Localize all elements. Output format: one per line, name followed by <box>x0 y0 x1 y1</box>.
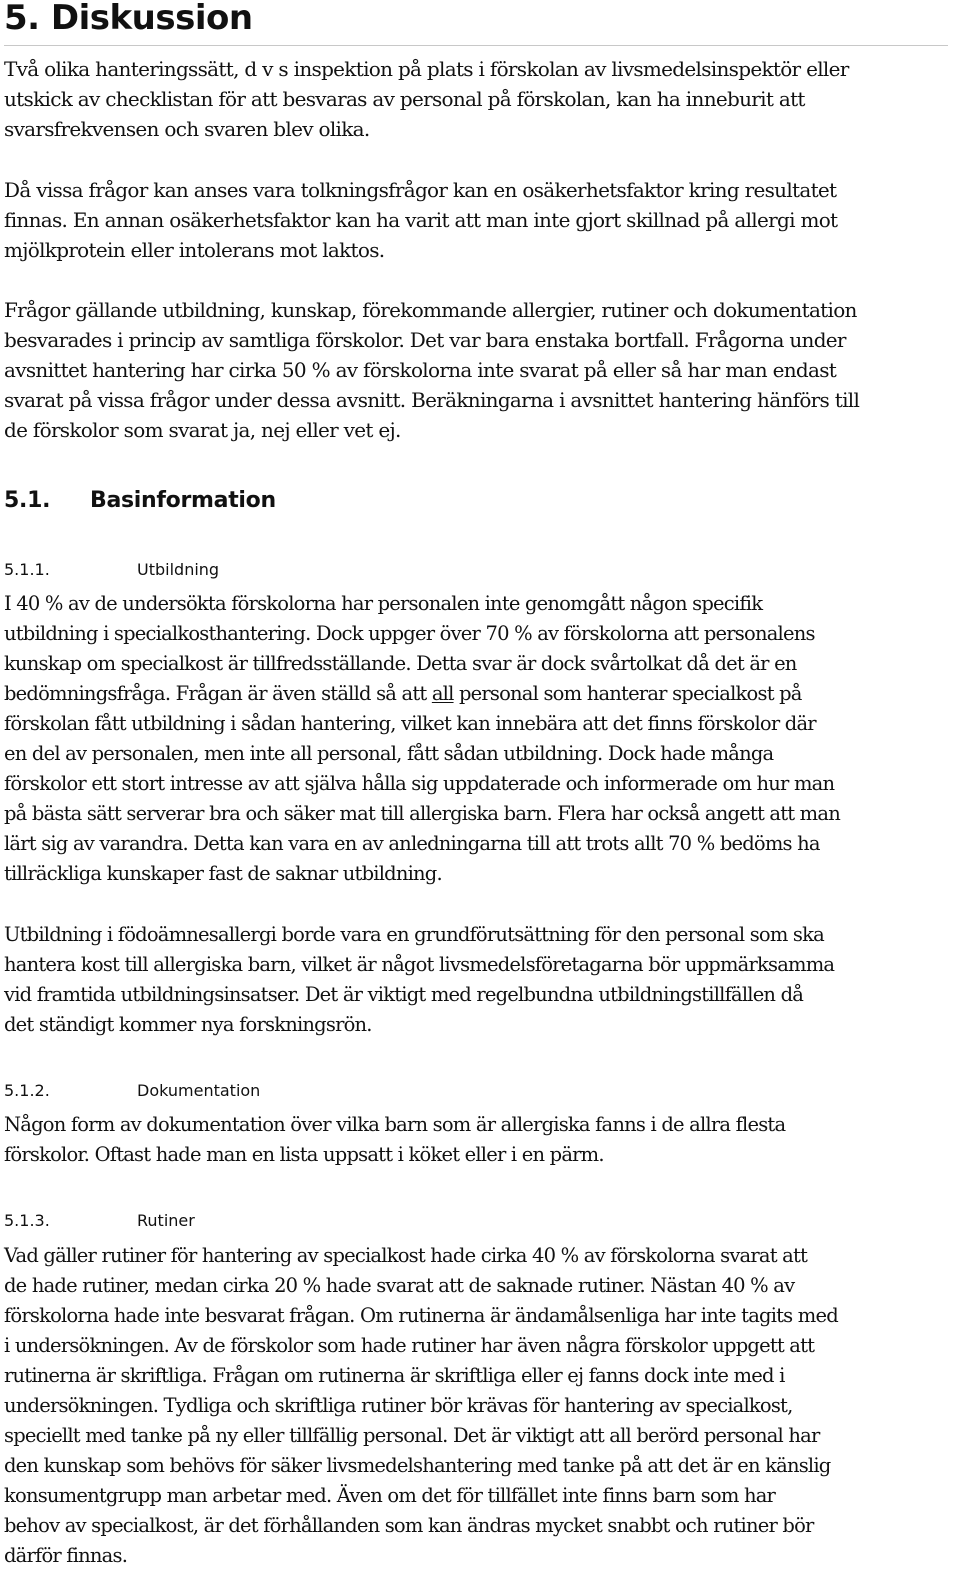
section-number: 5.1.1. <box>4 560 50 579</box>
heading-dokumentation <box>4 1080 260 1102</box>
heading-rutiner <box>4 1210 195 1232</box>
text-line: de hade rutiner, medan cirka 20 % hade svarat att de saknade rutiner. Nästan 40 % av <box>4 1274 795 1297</box>
text-line: speciellt med tanke på ny eller tillfällig personal. Det är viktigt att all berörd personal har <box>4 1424 820 1447</box>
text-line: Någon form av dokumentation över vilka barn som är allergiska fanns i de allra flesta <box>4 1113 786 1136</box>
text-line: lärt sig av varandra. Detta kan vara en av anledningarna till att trots allt 70 % bedöms ha <box>4 832 820 855</box>
text-line: förskolor ett stort intresse av att själva hålla sig uppdaterade och informerade om hur man <box>4 772 835 795</box>
section-title: Basinformation <box>90 488 276 513</box>
text-line: utbildning i specialkosthantering. Dock uppger över 70 % av förskolorna att personalens <box>4 622 815 645</box>
heading-basinformation <box>4 484 276 518</box>
text-line: finnas. En annan osäkerhetsfaktor kan ha varit att man inte gjort skillnad på allergi mot <box>4 208 838 232</box>
text-line: svarat på vissa frågor under dessa avsnitt. Beräkningarna i avsnittet hantering hänförs till <box>4 388 860 412</box>
text-line: mjölkprotein eller intolerans mot laktos. <box>4 238 385 262</box>
section-number: 5.1. <box>4 488 51 513</box>
text-line: hantera kost till allergiska barn, vilket är något livsmedelsföretagarna bör uppmärksamma <box>4 953 835 976</box>
text-line: behov av specialkost, är det förhållanden som kan ändras mycket snabbt och rutiner bör <box>4 1514 814 1537</box>
text-line: svarsfrekvensen och svaren blev olika. <box>4 117 370 141</box>
text-line: förskolorna hade inte besvarat frågan. Om rutinerna är ändamålsenliga har inte tagits med <box>4 1304 838 1327</box>
text-line: Då vissa frågor kan anses vara tolkningsfrågor kan en osäkerhetsfaktor kring resultatet <box>4 178 837 202</box>
text-line: Vad gäller rutiner för hantering av specialkost hade cirka 40 % av förskolorna svarat att <box>4 1244 808 1267</box>
text-line: rutinerna är skriftliga. Frågan om rutinerna är skriftliga eller ej fanns dock inte med i <box>4 1364 785 1387</box>
text-line: förskolor. Oftast hade man en lista uppsatt i köket eller i en pärm. <box>4 1143 604 1166</box>
text-line: förskolan fått utbildning i sådan hantering, vilket kan innebära att det finns förskolor där <box>4 712 816 735</box>
text-line: en del av personalen, men inte all personal, fått sådan utbildning. Dock hade många <box>4 742 774 765</box>
section-number: 5.1.2. <box>4 1081 50 1100</box>
text-line: de förskolor som svarat ja, nej eller vet ej. <box>4 418 401 442</box>
text-segment: bedömningsfråga. Frågan är även ställd så att <box>4 682 432 705</box>
text-line: besvarades i princip av samtliga förskolor. Det var bara enstaka bortfall. Frågorna under <box>4 328 846 352</box>
text-line: den kunskap som behövs för säker livsmedelshantering med tanke på att det är en känslig <box>4 1454 831 1477</box>
section-title: Dokumentation <box>137 1081 261 1100</box>
section-title: Rutiner <box>137 1211 195 1230</box>
text-line: tillräckliga kunskaper fast de saknar utbildning. <box>4 862 442 885</box>
heading-rule <box>4 45 948 46</box>
text-line: på bästa sätt serverar bra och säker mat till allergiska barn. Flera har också angett att man <box>4 802 840 825</box>
intro-paragraph-3 <box>4 295 948 445</box>
intro-paragraph-1 <box>4 54 948 144</box>
utbildning-paragraph-2 <box>4 920 948 1040</box>
text-line: vid framtida utbildningsinsatser. Det är viktigt med regelbundna utbildningstillfällen då <box>4 983 804 1006</box>
text-line: i undersökningen. Av de förskolor som hade rutiner har även några förskolor uppgett att <box>4 1334 815 1357</box>
text-line: därför finnas. <box>4 1544 128 1567</box>
text-line: Två olika hanteringssätt, d v s inspektion på plats i förskolan av livsmedelsinspektör eller <box>4 57 849 81</box>
text-line: utskick av checklistan för att besvaras av personal på förskolan, kan ha inneburit att <box>4 87 805 111</box>
text-line: kunskap om specialkost är tillfredsställande. Detta svar är dock svårtolkat då det är en <box>4 652 797 675</box>
text-line: konsumentgrupp man arbetar med. Även om det för tillfället inte finns barn som har <box>4 1484 776 1507</box>
text-line: det ständigt kommer nya forskningsrön. <box>4 1013 372 1036</box>
section-number: 5.1.3. <box>4 1211 50 1230</box>
text-line: undersökningen. Tydliga och skriftliga rutiner bör krävas för hantering av specialkost, <box>4 1394 793 1417</box>
text-line: avsnittet hantering har cirka 50 % av förskolorna inte svarat på eller så har man endast <box>4 358 837 382</box>
rutiner-paragraph <box>4 1241 948 1571</box>
text-line: I 40 % av de undersökta förskolorna har personalen inte genomgått någon specifik <box>4 592 763 615</box>
utbildning-paragraph-1 <box>4 589 948 889</box>
text-line-with-underline <box>4 679 948 709</box>
section-title: Utbildning <box>137 560 220 579</box>
intro-paragraph-2 <box>4 175 948 265</box>
dokumentation-paragraph <box>4 1110 948 1170</box>
text-line: Utbildning i födoämnesallergi borde vara en grundförutsättning för den personal som ska <box>4 923 824 946</box>
heading-utbildning <box>4 559 219 581</box>
underlined-word: all <box>431 682 454 705</box>
heading-diskussion: 5. Diskussion <box>4 0 253 38</box>
text-segment: personal som hanterar specialkost på <box>453 682 802 705</box>
text-line: Frågor gällande utbildning, kunskap, förekommande allergier, rutiner och dokumentation <box>4 298 857 322</box>
